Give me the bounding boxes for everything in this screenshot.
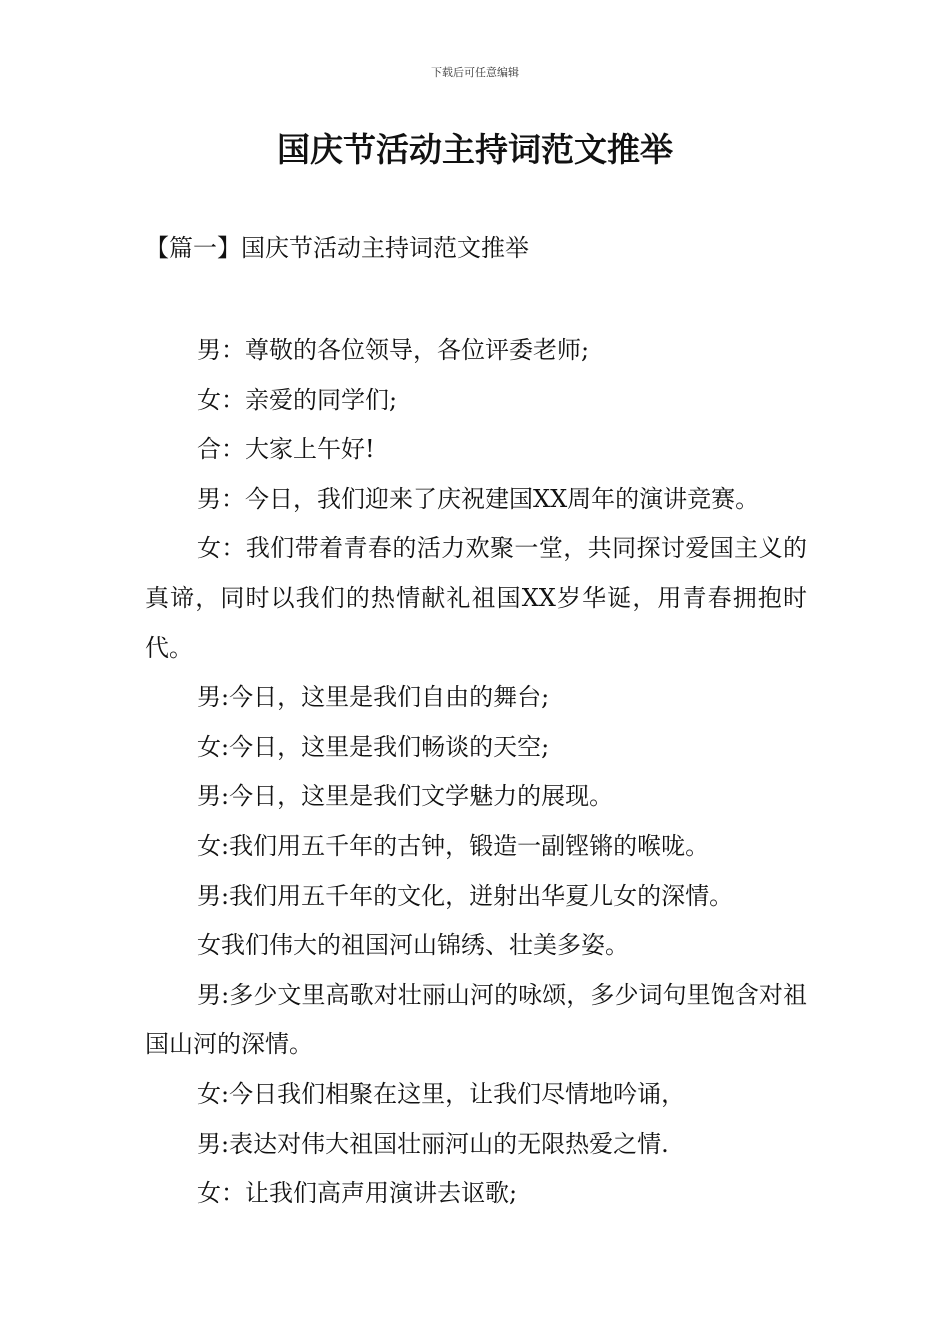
section-heading: 【篇一】国庆节活动主持词范文推举 [145, 234, 529, 262]
header-note: 下载后可任意编辑 [431, 66, 519, 79]
document-body [145, 326, 807, 1219]
paragraph: 男:表达对伟大祖国壮丽河山的无限热爱之情. [197, 1129, 669, 1158]
paragraph: 女:我们用五千年的古钟，锻造一副铿锵的喉咙。 [197, 831, 710, 860]
paragraph: 女我们伟大的祖国河山锦绣、壮美多姿。 [197, 931, 629, 960]
paragraph: 女：我们带着青春的活力欢聚一堂，共同探讨爱国主义的真谛，同时以我们的热情献礼祖国XX岁华诞，用青春拥抱时代。 [145, 534, 807, 662]
paragraph: 女：亲爱的同学们; [197, 385, 398, 414]
paragraph: 男:今日，这里是我们文学魅力的展现。 [197, 782, 614, 811]
paragraph: 女:今日我们相聚在这里，让我们尽情地吟诵， [197, 1079, 686, 1108]
paragraph: 男：今日，我们迎来了庆祝建国XX周年的演讲竞赛。 [197, 484, 760, 513]
paragraph: 男:今日，这里是我们自由的舞台; [197, 683, 550, 712]
paragraph: 男：尊敬的各位领导，各位评委老师; [197, 336, 590, 364]
paragraph: 男:我们用五千年的文化，迸射出华夏儿女的深情。 [197, 881, 734, 910]
paragraph: 男:多少文里高歌对壮丽山河的咏颂，多少词句里饱含对祖国山河的深情。 [145, 980, 807, 1059]
paragraph: 女：让我们高声用演讲去讴歌; [197, 1179, 518, 1208]
document-title: 国庆节活动主持词范文推举 [277, 130, 673, 169]
paragraph: 女:今日，这里是我们畅谈的天空; [197, 732, 550, 761]
paragraph: 合：大家上午好! [197, 435, 375, 464]
